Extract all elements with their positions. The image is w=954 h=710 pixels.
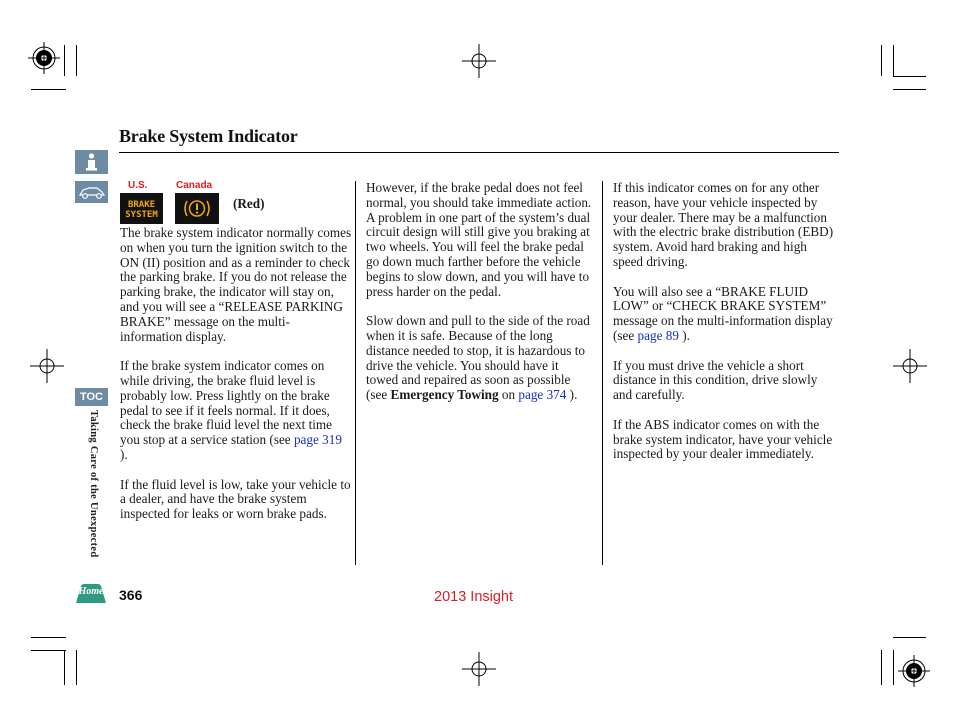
paragraph: If the brake system indicator comes on while driving, the brake fluid level is probably low. Press lightly on the brake pedal to see if it feels normal. If it does, check the brake fluid level the next time you stop at a service station (see page 319 ). — [120, 358, 342, 462]
title-divider — [119, 152, 839, 153]
us-brake-indicator — [120, 193, 163, 224]
page-number: 366 — [119, 587, 143, 603]
paragraph: If the ABS indicator comes on with the brake system indicator, have your vehicle inspected by your dealer immediately. — [613, 416, 833, 462]
crosshair-icon — [462, 652, 496, 686]
column-2 — [366, 181, 592, 418]
canada-brake-indicator — [175, 193, 219, 224]
crosshair-icon — [893, 349, 927, 383]
home-label: Home — [78, 586, 104, 597]
section-vertical-label: Taking Care of the Unexpected — [88, 410, 99, 558]
paragraph: If you must drive the vehicle a short distance in this condition, drive slowly and carefully. — [613, 357, 818, 403]
system-word: SYSTEM — [125, 210, 158, 220]
column-3 — [613, 181, 839, 477]
toc-label: TOC — [79, 391, 104, 403]
red-color-note: (Red) — [233, 196, 265, 211]
toc-button[interactable] — [75, 388, 108, 406]
canada-label: Canada — [176, 180, 213, 191]
paragraph: If the fluid level is low, take your vehicle to a dealer, and have the brake system inspected for leaks or worn brake pads. — [120, 476, 351, 522]
brake-circle-indicator-icon — [175, 193, 219, 224]
page-title: Brake System Indicator — [119, 126, 298, 146]
info-button[interactable] — [75, 150, 108, 174]
column-divider — [355, 181, 356, 565]
footer-model: 2013 Insight — [434, 589, 514, 605]
crosshair-icon — [30, 349, 64, 383]
home-button[interactable] — [74, 583, 108, 603]
brake-word: BRAKE — [127, 200, 156, 210]
page-374-link[interactable]: page 374 — [518, 387, 567, 403]
paragraph: If this indicator comes on for any other reason, have your vehicle inspected by your dealer. There may be a malfunction with the electric brake distribution (EBD) system. Avoid hard braking and high speed driving. — [613, 180, 834, 269]
page-89-link[interactable]: page 89 — [637, 327, 679, 343]
us-label: U.S. — [128, 180, 148, 191]
brake-system-indicator-icon — [120, 193, 163, 224]
paragraph: You will also see a “BRAKE FLUID LOW” or “CHECK BRAKE SYSTEM” message on the multi-information display (see page 89 ). — [613, 283, 833, 343]
page-319-link[interactable]: page 319 — [293, 432, 342, 448]
car-icon — [75, 181, 108, 203]
car-button[interactable] — [75, 181, 108, 203]
column-divider — [602, 181, 603, 565]
crosshair-icon — [462, 44, 496, 78]
registration-target-icon — [898, 655, 930, 687]
column-1 — [120, 226, 352, 537]
paragraph: Slow down and pull to the side of the road when it is safe. Because of the long distance needed to stop, it is hazardous to drive the vehicle. You should have it towed and repaired as soon as possible (see Emergency Towing on page 374 ). — [366, 313, 590, 403]
paragraph: The brake system indicator normally comes on when you turn the ignition switch to the ON (II) position and as a reminder to check the parking brake. If you do not release the parking brake, the indicator will stay on, and you will see a “RELEASE PARKING BRAKE” message on the multi-information display. — [120, 225, 352, 344]
info-icon — [75, 150, 108, 174]
registration-target-icon — [28, 42, 60, 74]
paragraph: However, if the brake pedal does not feel normal, you should take immediate action. A problem in one part of the system’s dual circuit design will still give you braking at two wheels. You will feel the brake pedal go down much farther before the vehicle begins to slow down, and you will have to press harder on the pedal. — [366, 180, 592, 299]
